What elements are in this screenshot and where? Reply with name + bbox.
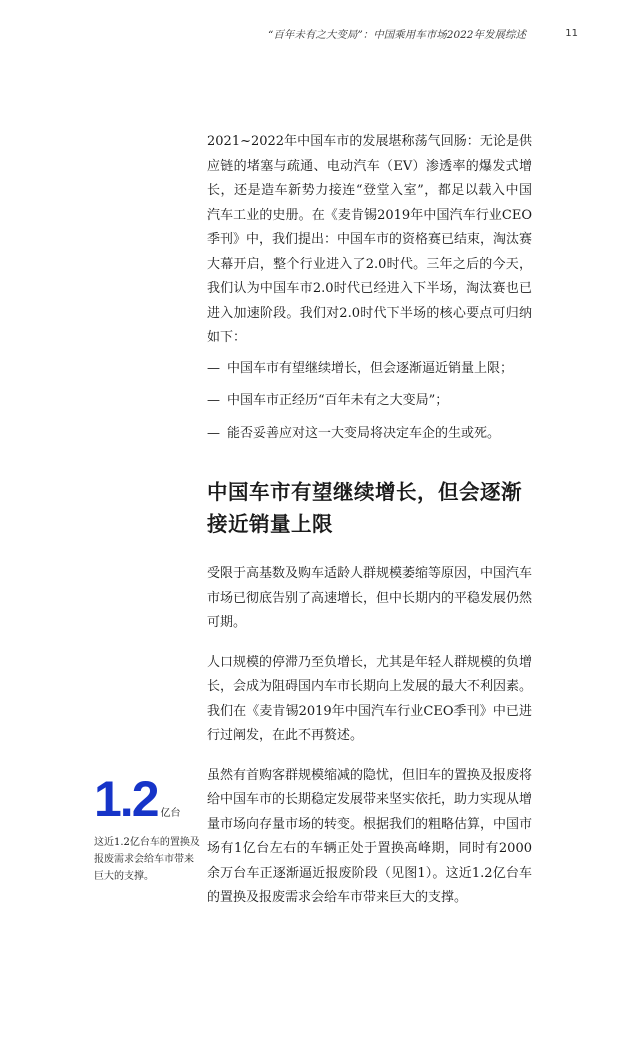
page-number: 11 [565,28,578,39]
key-points-list [207,357,532,447]
list-item-text: 中国车市有望继续增长，但会逐渐逼近销量上限； [227,360,514,376]
running-header: “百年未有之大变局”：中国乘用车市场2022年发展综述 [268,29,526,41]
callout-figure [94,770,204,828]
bullet-dash: — [207,425,220,441]
callout-unit: 亿台 [160,808,181,819]
stat-callout [94,770,204,885]
callout-number: 1.2 [94,771,158,827]
list-item [207,357,532,382]
list-item-text: 中国车市正经历“百年未有之大变局”； [227,393,449,408]
main-article [207,130,532,926]
bullet-dash: — [207,360,220,376]
body-paragraph: 人口规模的停滞乃至负增长，尤其是年轻人群规模的负增长，会成为阻碍国内车市长期向上发展的最大不利因素。我们在《麦肯锡2019年中国汽车行业CEO季刊》中已进行过阐发，在此不再赘述。 [207,654,533,743]
section-heading: 中国车市有望继续增长，但会逐渐接近销量上限 [207,480,522,536]
list-item [207,422,532,447]
list-item [207,389,532,414]
body-paragraph: 虽然有首购客群规模缩减的隐忧，但旧车的置换及报废将给中国车市的长期稳定发展带来坚实依托，助力实现从增量市场向存量市场的转变。根据我们的粗略估算，中国市场有1亿台左右的车辆正处于置换高峰期，同时有2000余万台车正逐渐逼近报废阶段（见图1）。这近1.2亿台车的置换及报废需求会给车市带来巨大的支撑。 [207,767,533,905]
list-item-text: 能否妥善应对这一大变局将决定车企的生或死。 [227,425,501,441]
intro-paragraph: 2021~2022年中国车市的发展堪称荡气回肠：无论是供应链的堵塞与疏通、电动汽车（EV）渗透率的爆发式增长，还是造车新势力接连“登堂入室”，都足以载入中国汽车工业的史册。在《麦肯锡2019年中国汽车行业CEO季刊》中，我们提出：中国车市的资格赛已结束，淘汰赛大幕开启，整个行业进入了2.0时代。三年之后的今天，我们认为中国车市2.0时代已经进入下半场，淘汰赛也已进入加速阶段。我们对2.0时代下半场的核心要点可归纳如下： [207,134,533,345]
body-paragraph: 受限于高基数及购车适龄人群规模萎缩等原因，中国汽车市场已彻底告别了高速增长，但中长期内的平稳发展仍然可期。 [207,566,533,630]
bullet-dash: — [207,393,220,408]
callout-text: 这近1.2亿台车的置换及报废需求会给车市带来巨大的支撑。 [94,837,200,882]
